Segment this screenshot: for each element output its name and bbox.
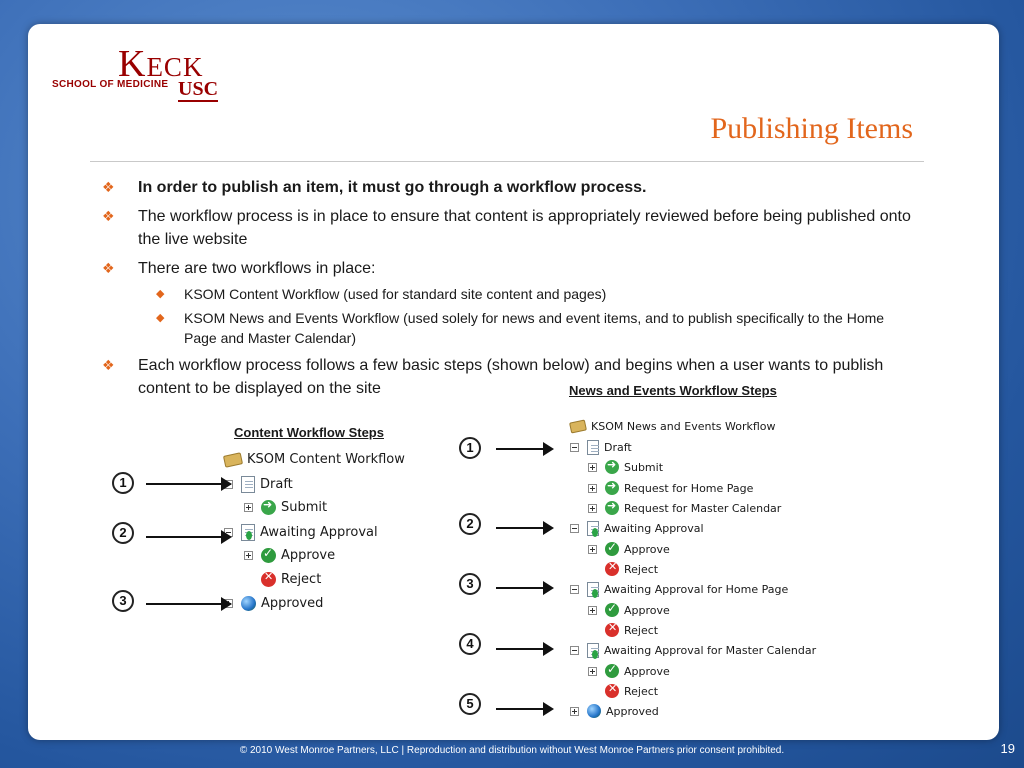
tree-node-awaiting-approval[interactable] — [570, 521, 704, 536]
collapse-icon[interactable] — [570, 646, 579, 655]
approval-document-icon — [587, 582, 599, 597]
tree-label: Draft — [260, 477, 293, 492]
sub-bullet-item — [100, 284, 920, 304]
step-arrow-icon — [496, 527, 552, 529]
expand-icon[interactable] — [588, 484, 597, 493]
tree-label: Awaiting Approval — [260, 525, 378, 540]
bullet-diamond-icon: ❖ — [102, 179, 115, 195]
slide — [28, 24, 999, 740]
bullet-item — [100, 205, 920, 251]
reject-x-icon — [605, 684, 619, 698]
page-number: 19 — [1000, 741, 1015, 756]
tree-label: Approve — [281, 548, 336, 563]
tree-label: Draft — [604, 441, 632, 454]
tree-label: Submit — [624, 460, 664, 474]
check-icon — [605, 603, 619, 617]
tree-label: Reject — [624, 562, 659, 576]
approval-document-icon — [587, 643, 599, 658]
globe-icon — [241, 596, 256, 611]
tree-node-awaiting-approval-master-calendar[interactable] — [570, 643, 816, 658]
step-arrow-icon — [496, 587, 552, 589]
check-icon — [605, 664, 619, 678]
tree-label: Request for Home Page — [624, 481, 754, 495]
slide-title: Publishing Items — [710, 112, 913, 145]
content-step-marker-3: 3 — [112, 590, 134, 612]
step-arrow-icon — [146, 536, 230, 538]
approval-document-icon — [587, 521, 599, 536]
news-step-marker-3: 3 — [459, 573, 481, 595]
expand-icon[interactable] — [588, 667, 597, 676]
logo-usc: USC — [178, 78, 219, 100]
tree-label: Approved — [606, 704, 659, 718]
expand-icon[interactable] — [570, 707, 579, 716]
arrow-right-icon — [605, 460, 619, 474]
tree-label: KSOM News and Events Workflow — [591, 420, 776, 433]
bullet-list — [100, 176, 920, 406]
bullet-item — [100, 354, 920, 400]
tree-root[interactable] — [224, 452, 405, 467]
title-divider — [90, 161, 924, 162]
tree-label: KSOM Content Workflow — [247, 452, 405, 467]
tree-label: Awaiting Approval for Home Page — [604, 583, 789, 596]
tree-node-reject[interactable] — [605, 562, 658, 576]
step-arrow-icon — [146, 603, 230, 605]
news-step-marker-1: 1 — [459, 437, 481, 459]
tree-node-awaiting-approval-home-page[interactable] — [570, 582, 788, 597]
step-arrow-icon — [496, 448, 552, 450]
tree-node-approve[interactable] — [588, 603, 670, 617]
tree-node-draft[interactable] — [224, 476, 293, 493]
sub-bullet-item — [100, 308, 920, 348]
check-icon — [605, 542, 619, 556]
collapse-icon[interactable] — [570, 524, 579, 533]
sub-bullet-text: KSOM Content Workflow (used for standard site content and pages) — [184, 286, 607, 302]
tree-label: Reject — [624, 684, 659, 698]
arrow-right-icon — [605, 481, 619, 495]
draft-document-icon — [241, 476, 255, 493]
tree-label: Approve — [624, 603, 670, 617]
approval-document-icon — [241, 524, 255, 541]
news-step-marker-2: 2 — [459, 513, 481, 535]
tree-node-reject[interactable] — [605, 684, 658, 698]
step-arrow-icon — [496, 708, 552, 710]
collapse-icon[interactable] — [570, 443, 579, 452]
collapse-icon[interactable] — [570, 585, 579, 594]
tree-node-approved[interactable] — [224, 596, 323, 611]
reject-x-icon — [605, 562, 619, 576]
bullet-diamond-icon: ❖ — [102, 357, 115, 373]
tree-node-submit[interactable] — [244, 500, 327, 515]
tree-node-reject[interactable] — [605, 623, 658, 637]
expand-icon[interactable] — [244, 551, 253, 560]
tree-label: Awaiting Approval for Master Calendar — [604, 644, 817, 657]
tree-label: Approved — [261, 596, 324, 611]
content-workflow-caption: Content Workflow Steps — [234, 425, 384, 440]
logo-school: SCHOOL OF MEDICINE — [52, 79, 169, 90]
expand-icon[interactable] — [588, 606, 597, 615]
bullet-text: The workflow process is in place to ensure that content is appropriately reviewed before being published onto the live website — [138, 208, 911, 248]
keck-usc-logo — [52, 42, 222, 106]
reject-x-icon — [605, 623, 619, 637]
check-icon — [261, 548, 276, 563]
copyright-footer: © 2010 West Monroe Partners, LLC | Reproduction and distribution without West Monroe Partners prior consent prohibited. — [239, 745, 785, 756]
content-step-marker-2: 2 — [112, 522, 134, 544]
expand-icon[interactable] — [588, 463, 597, 472]
tree-label: Request for Master Calendar — [624, 501, 782, 515]
arrow-right-icon — [261, 500, 276, 515]
sub-bullet-text: KSOM News and Events Workflow (used solely for news and event items, and to publish specifically to the Home Page and Master Calendar) — [184, 310, 885, 346]
bullet-text: There are two workflows in place: — [138, 260, 376, 277]
step-arrow-icon — [146, 483, 230, 485]
content-step-marker-1: 1 — [112, 472, 134, 494]
tree-node-request-home-page[interactable] — [588, 481, 753, 495]
expand-icon[interactable] — [244, 503, 253, 512]
tree-node-request-master-calendar[interactable] — [588, 501, 781, 515]
tree-node-awaiting-approval[interactable] — [224, 524, 378, 541]
arrow-right-icon — [605, 501, 619, 515]
expand-icon[interactable] — [588, 545, 597, 554]
draft-document-icon — [587, 440, 599, 455]
tree-label: Reject — [281, 572, 322, 587]
bullet-diamond-icon: ❖ — [102, 208, 115, 224]
logo-keck: Keck — [118, 43, 204, 85]
workflow-folder-icon — [569, 419, 587, 433]
tree-node-approve[interactable] — [588, 542, 670, 556]
tree-root[interactable] — [570, 420, 776, 433]
news-step-marker-5: 5 — [459, 693, 481, 715]
tree-node-reject[interactable] — [261, 572, 321, 587]
tree-label: Reject — [624, 623, 659, 637]
expand-icon[interactable] — [588, 504, 597, 513]
bullet-text: In order to publish an item, it must go through a workflow process. — [138, 179, 647, 196]
bullet-item — [100, 176, 920, 199]
sub-bullet-diamond-icon: ◆ — [156, 312, 165, 324]
tree-node-approved[interactable] — [570, 704, 659, 718]
tree-node-approve[interactable] — [244, 548, 335, 563]
tree-label: Approve — [624, 664, 670, 678]
tree-label: Approve — [624, 542, 670, 556]
step-arrow-icon — [496, 648, 552, 650]
bullet-item — [100, 257, 920, 280]
bullet-diamond-icon: ❖ — [102, 260, 115, 276]
news-workflow-caption: News and Events Workflow Steps — [569, 383, 777, 398]
tree-node-submit[interactable] — [588, 460, 663, 474]
sub-bullet-diamond-icon: ◆ — [156, 288, 165, 300]
reject-x-icon — [261, 572, 276, 587]
tree-node-approve[interactable] — [588, 664, 670, 678]
workflow-folder-icon — [223, 452, 243, 467]
tree-node-draft[interactable] — [570, 440, 632, 455]
tree-label: Awaiting Approval — [604, 522, 704, 535]
globe-icon — [587, 704, 601, 718]
tree-label: Submit — [281, 500, 328, 515]
news-step-marker-4: 4 — [459, 633, 481, 655]
bullet-text: Each workflow process follows a few basic steps (shown below) and begins when a user wants to publish content to be displayed on the site — [138, 357, 884, 397]
